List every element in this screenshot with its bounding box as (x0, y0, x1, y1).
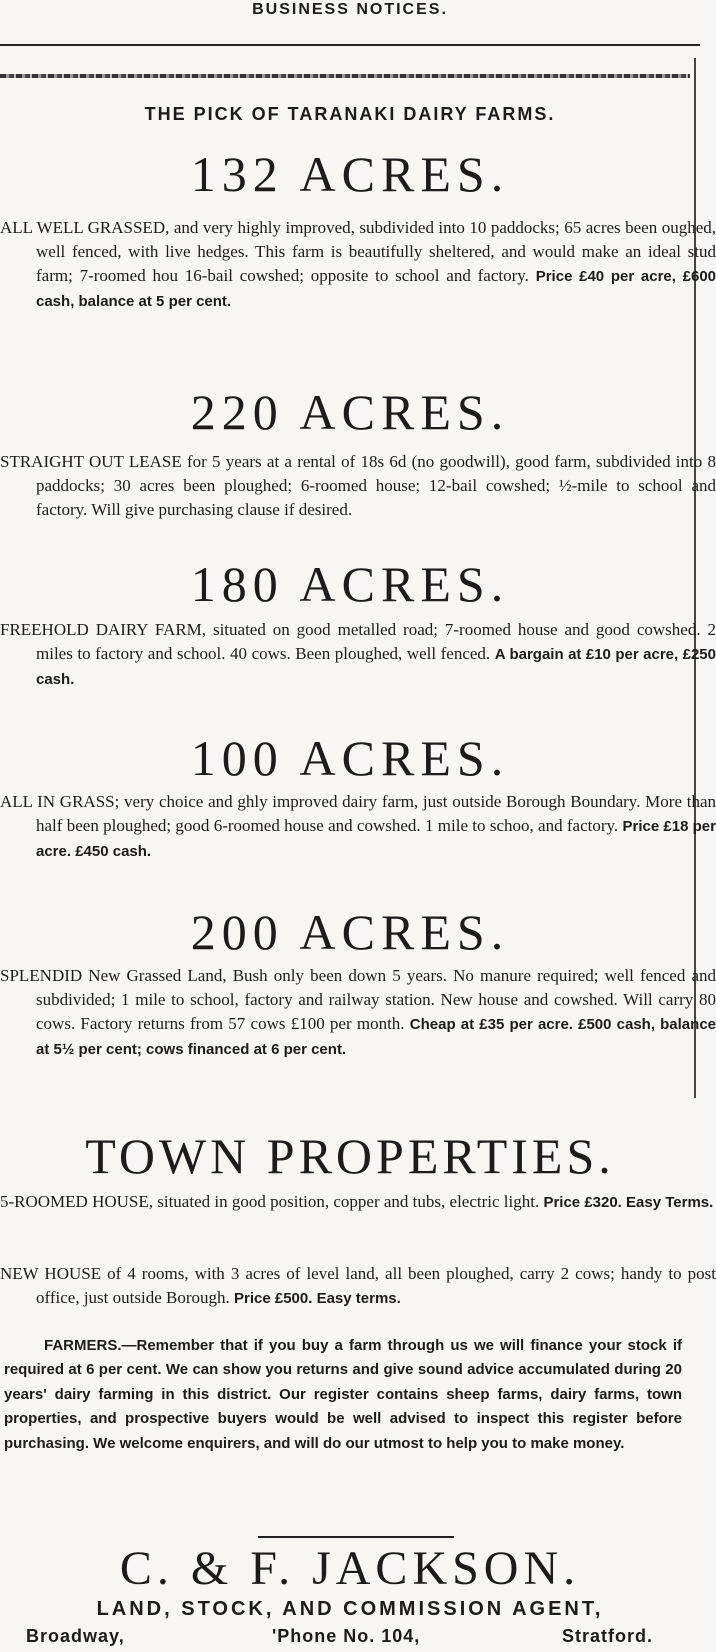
listing-heading: 132 ACRES. (190, 146, 510, 202)
listing-body (0, 790, 716, 864)
listing-price: A bargain at £10 per acre, £250 cash. (36, 646, 716, 688)
ornamental-rule (0, 74, 690, 78)
town-properties-heading: TOWN PROPERTIES. (85, 1128, 615, 1184)
listing-heading: 200 ACRES. (190, 904, 510, 960)
address-phone: 'Phone No. 104, (272, 1626, 421, 1646)
listing-body (0, 618, 716, 692)
town-listing-text: 5-ROOMED HOUSE, situated in good position, copper and tubs, electric light. (0, 1192, 540, 1211)
town-listing-price: Price £320. Easy Terms. (543, 1194, 714, 1211)
address-street: Broadway, (26, 1626, 125, 1646)
listing-price: Cheap at £35 per acre. £500 cash, balance at 5½ per cent; cows financed at 6 per cent. (36, 1016, 716, 1058)
listing-body (0, 216, 716, 314)
listing-text: SPLENDID New Grassed Land, Bush only been down 5 years. No manure required; well fenced and subdivided; 1 mile to school, factory and railway station. New house and cowshed. Will carry 80 cows. Factory returns from 57 cows £100 per month. (0, 966, 716, 1033)
town-listing-body (0, 1262, 716, 1311)
signature-rule (258, 1536, 454, 1538)
firm-name: C. & F. JACKSON. (119, 1542, 581, 1595)
listing-price: Price £40 per acre, £600 cash, balance at 5 per cent. (36, 268, 716, 310)
listing-body (0, 964, 716, 1062)
town-listing-price: Price £500. Easy terms. (234, 1290, 401, 1307)
listing-body (0, 450, 716, 522)
town-listing-body (0, 1190, 716, 1215)
listing-price: Price £18 per acre. £450 cash. (36, 818, 716, 860)
listing-heading: 180 ACRES. (190, 556, 510, 612)
top-rule (0, 44, 700, 46)
farmers-note: FARMERS.—Remember that if you buy a farm through us we will finance your stock if required at 6 per cent. We can show you returns and give sound advice accumulated during 20 years' dairy farming in this district. Our register contains sheep farms, dairy farms, town properties, and prospective buyers would be well advised to inspect this register before purchasing. We welcome enquirers, and will do our utmost to help you to make money. (4, 1337, 682, 1452)
listing-text: ALL IN GRASS; very choice and ghly improved dairy farm, just outside Borough Boundary. More than half been ploughed; good 6-roomed house and cowshed. 1 mile to schoo, and factory. (0, 792, 716, 835)
listing-text: ALL WELL GRASSED, and very highly improved, subdivided into 10 paddocks; 65 acres been oughed, well fenced, with live hedges. This farm is beautifully sheltered, and would make an ideal stud farm; 7-roomed hou 16-bail cowshed; opposite to school and factory. (0, 218, 716, 285)
town-listing-text: NEW HOUSE of 4 rooms, with 3 acres of level land, all been ploughed, carry 2 cows; handy to post office, just outside Borough. (0, 1264, 716, 1307)
listing-text: FREEHOLD DAIRY FARM, situated on good metalled road; 7-roomed house and good cowshed. 2 miles to factory and school. 40 cows. Been ploughed, well fenced. (0, 620, 716, 663)
listing-heading: 100 ACRES. (190, 730, 510, 786)
section-header: BUSINESS NOTICES. (252, 1, 448, 18)
firm-role: LAND, STOCK, AND COMMISSION AGENT, (96, 1598, 604, 1620)
listing-heading: 220 ACRES. (190, 384, 510, 440)
listing-text: STRAIGHT OUT LEASE for 5 years at a rental of 18s 6d (no goodwill), good farm, subdivided into 8 paddocks; 30 acres been ploughed; 6-roomed house; 12-bail cowshed; ½-mile to school and factory. Will give purchasing clause if desired. (0, 452, 716, 519)
address-town: Stratford. (562, 1626, 653, 1646)
masthead: THE PICK OF TARANAKI DAIRY FARMS. (144, 104, 556, 124)
